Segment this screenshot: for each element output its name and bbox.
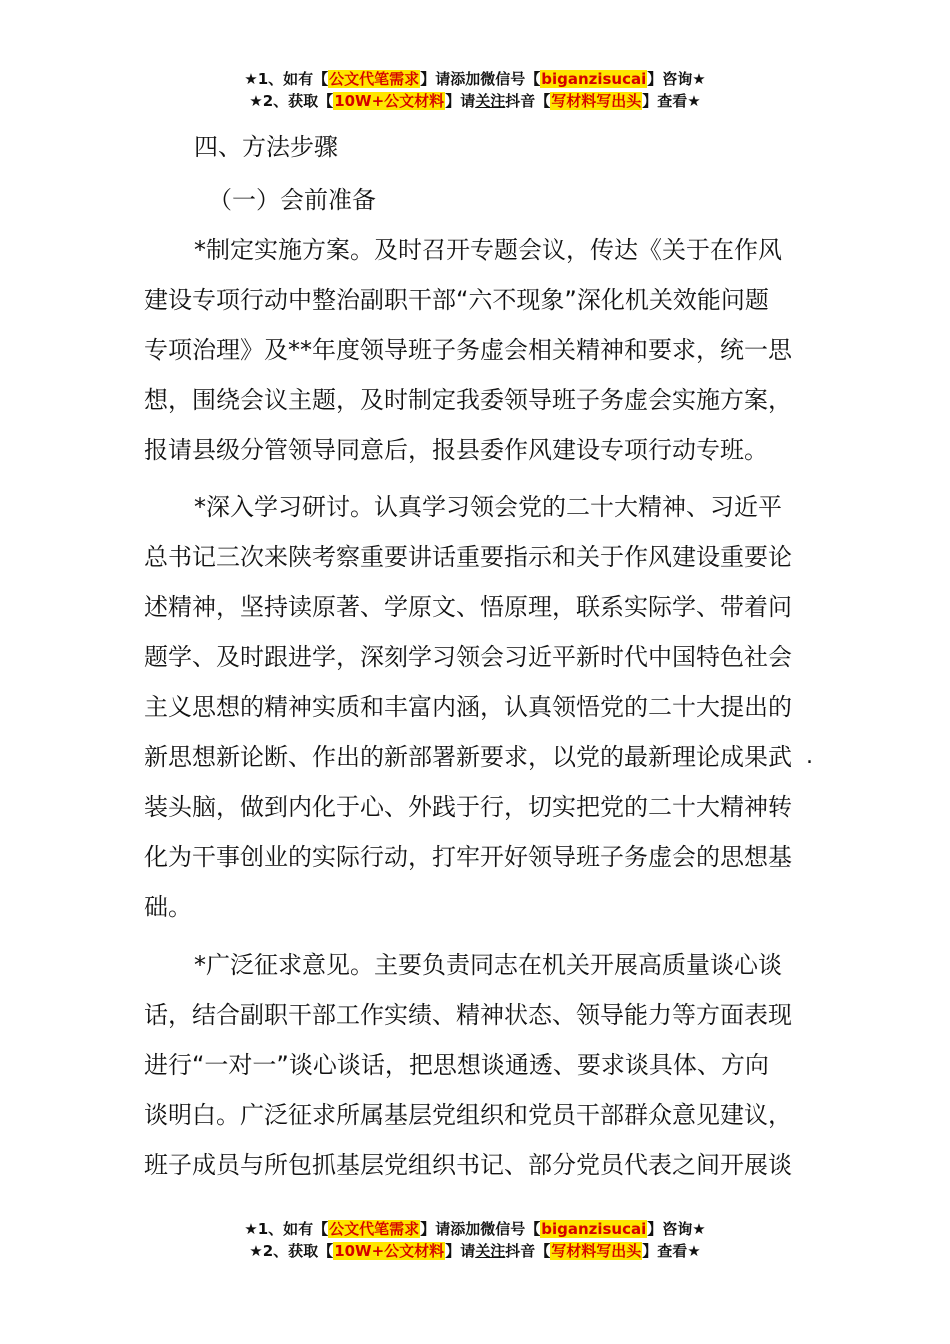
banner-line-1: [0, 1218, 950, 1240]
text-line: 题学、及时跟进学，深刻学习领会习近平新时代中国特色社会: [144, 643, 792, 671]
paragraph-plan: [144, 225, 824, 475]
top-ad-banner: [0, 68, 950, 112]
text-line: 进行“一对一”谈心谈话，把思想谈通透、要求谈具体、方向: [144, 1051, 769, 1079]
banner-text: 】咨询★: [647, 1220, 706, 1238]
paragraph-opinions: [144, 940, 824, 1190]
paragraph-study: [144, 482, 824, 932]
banner-highlight: 10W+公文材料: [334, 1242, 445, 1260]
banner-highlight: 10W+公文材料: [334, 92, 445, 110]
banner-text: ★1、如有【: [244, 70, 329, 88]
text-line: 新思想新论断、作出的新部署新要求，以党的最新理论成果武: [144, 743, 792, 771]
text-line: 班子成员与所包抓基层党组织书记、部分党员代表之间开展谈: [144, 1151, 792, 1179]
banner-highlight-wechat-id: biganzisucai: [541, 70, 647, 88]
banner-highlight-douyin: 写材料写出头: [551, 1242, 642, 1260]
banner-underlined: 关注: [475, 1242, 506, 1260]
section-title: 四、方法步骤: [194, 133, 338, 161]
text-line: 建设专项行动中整治副职干部“六不现象”深化机关效能问题: [144, 286, 769, 314]
banner-text: 抖音【: [505, 1242, 551, 1260]
banner-text: ★2、获取【: [249, 92, 334, 110]
banner-text: 】请: [445, 1242, 476, 1260]
text-line: 主义思想的精神实质和丰富内涵，认真领悟党的二十大提出的: [144, 693, 792, 721]
banner-text: 】咨询★: [647, 70, 706, 88]
banner-underlined: 关注: [475, 92, 506, 110]
text-line: 谈明白。广泛征求所属基层党组织和党员干部群众意见建议，: [144, 1101, 792, 1129]
banner-line-2: [0, 90, 950, 112]
text-line: 总书记三次来陕考察重要讲话重要指示和关于作风建设重要论: [144, 543, 792, 571]
bottom-ad-banner: [0, 1218, 950, 1262]
banner-line-1: [0, 68, 950, 90]
text-line: 化为干事创业的实际行动，打牢开好领导班子务虚会的思想基: [144, 843, 792, 871]
banner-text: 】请添加微信号【: [420, 1220, 541, 1238]
banner-line-2: [0, 1240, 950, 1262]
subsection-title: （一）会前准备: [208, 186, 376, 214]
banner-text: ★2、获取【: [249, 1242, 334, 1260]
banner-text: 】查看★: [642, 92, 701, 110]
banner-text: 抖音【: [505, 92, 551, 110]
text-line: 础。: [144, 893, 192, 921]
banner-text: ★1、如有【: [244, 1220, 329, 1238]
text-line: *深入学习研讨。认真学习领会党的二十大精神、习近平: [194, 493, 782, 521]
banner-text: 】请: [445, 92, 476, 110]
text-line: 专项治理》及**年度领导班子务虚会相关精神和要求，统一思: [144, 336, 792, 364]
banner-highlight: 公文代笔需求: [329, 1220, 420, 1238]
stray-mark: .: [806, 744, 813, 769]
text-line: 述精神，坚持读原著、学原文、悟原理，联系实际学、带着问: [144, 593, 792, 621]
text-line: 想，围绕会议主题，及时制定我委领导班子务虚会实施方案，: [144, 386, 792, 414]
text-line: 话，结合副职干部工作实绩、精神状态、领导能力等方面表现: [144, 1001, 792, 1029]
banner-text: 】查看★: [642, 1242, 701, 1260]
banner-text: 】请添加微信号【: [420, 70, 541, 88]
text-line: 装头脑，做到内化于心、外践于行，切实把党的二十大精神转: [144, 793, 792, 821]
text-line: *广泛征求意见。主要负责同志在机关开展高质量谈心谈: [194, 951, 782, 979]
banner-highlight-wechat-id: biganzisucai: [541, 1220, 647, 1238]
text-line: 报请县级分管领导同意后，报县委作风建设专项行动专班。: [144, 436, 768, 464]
banner-highlight: 公文代笔需求: [329, 70, 420, 88]
text-line: *制定实施方案。及时召开专题会议，传达《关于在作风: [194, 236, 782, 264]
banner-highlight-douyin: 写材料写出头: [551, 92, 642, 110]
